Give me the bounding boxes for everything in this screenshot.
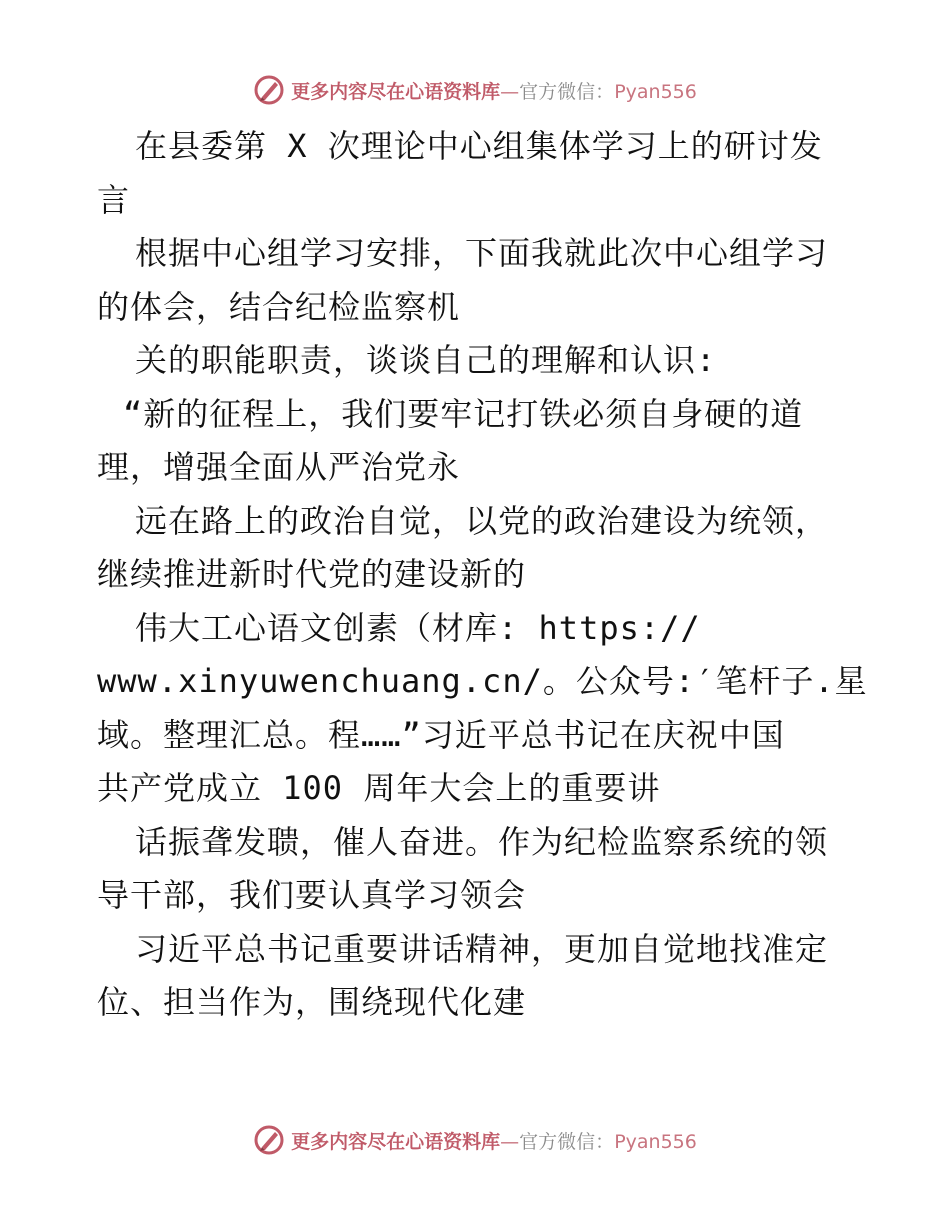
text-line: 言 [97, 180, 131, 219]
banner-dash: — [500, 1130, 520, 1153]
footer-watermark-banner [0, 1120, 950, 1160]
text-line: 共产党成立 100 周年大会上的重要讲 [97, 769, 661, 807]
text-line: 域。整理汇总。程……”习近平总书记在庆祝中国 [97, 715, 785, 754]
pen-logo-icon [253, 1124, 285, 1156]
document-body [97, 120, 868, 1030]
text-line: 位、担当作为，围绕现代化建 [97, 983, 527, 1021]
brand-name: 更多内容尽在心语资料库 [291, 80, 501, 103]
text-line: 在县委第 X 次理论中心组集体学习上的研讨发 [135, 127, 823, 165]
text-line: 伟大工心语文创素（材库: https:// [135, 608, 701, 647]
wechat-account: Pyan556 [614, 1130, 697, 1153]
brand-name: 更多内容尽在心语资料库 [291, 1130, 501, 1153]
pen-logo-icon [253, 74, 285, 106]
wechat-account: Pyan556 [614, 80, 697, 103]
header-watermark-banner [0, 70, 950, 110]
text-line: 理，增强全面从严治党永 [97, 448, 461, 486]
wechat-label: 官方微信： [519, 80, 615, 103]
text-line: “新的征程上，我们要牢记打铁必须自身硬的道 [123, 394, 804, 433]
text-line: 导干部，我们要认真学习领会 [97, 876, 527, 914]
banner-dash: — [500, 80, 520, 103]
text-line: 习近平总书记重要讲话精神，更加自觉地找准定 [135, 929, 829, 968]
text-line: 关的职能职责，谈谈自己的理解和认识: [135, 341, 717, 379]
text-line: 话振聋发聩，催人奋进。作为纪检监察系统的领 [135, 822, 829, 861]
text-line: 继续推进新时代党的建设新的 [97, 555, 527, 593]
watermark-text [291, 1127, 697, 1154]
text-line: www.xinyuwenchuang.cn/。公众号:′笔杆子.星 [97, 662, 868, 700]
wechat-label: 官方微信： [519, 1130, 615, 1153]
watermark-text [291, 77, 697, 104]
text-line: 根据中心组学习安排，下面我就此次中心组学习 [135, 234, 829, 272]
text-line: 的体会，结合纪检监察机 [97, 287, 461, 326]
text-line: 远在路上的政治自觉，以党的政治建设为统领， [135, 501, 829, 540]
